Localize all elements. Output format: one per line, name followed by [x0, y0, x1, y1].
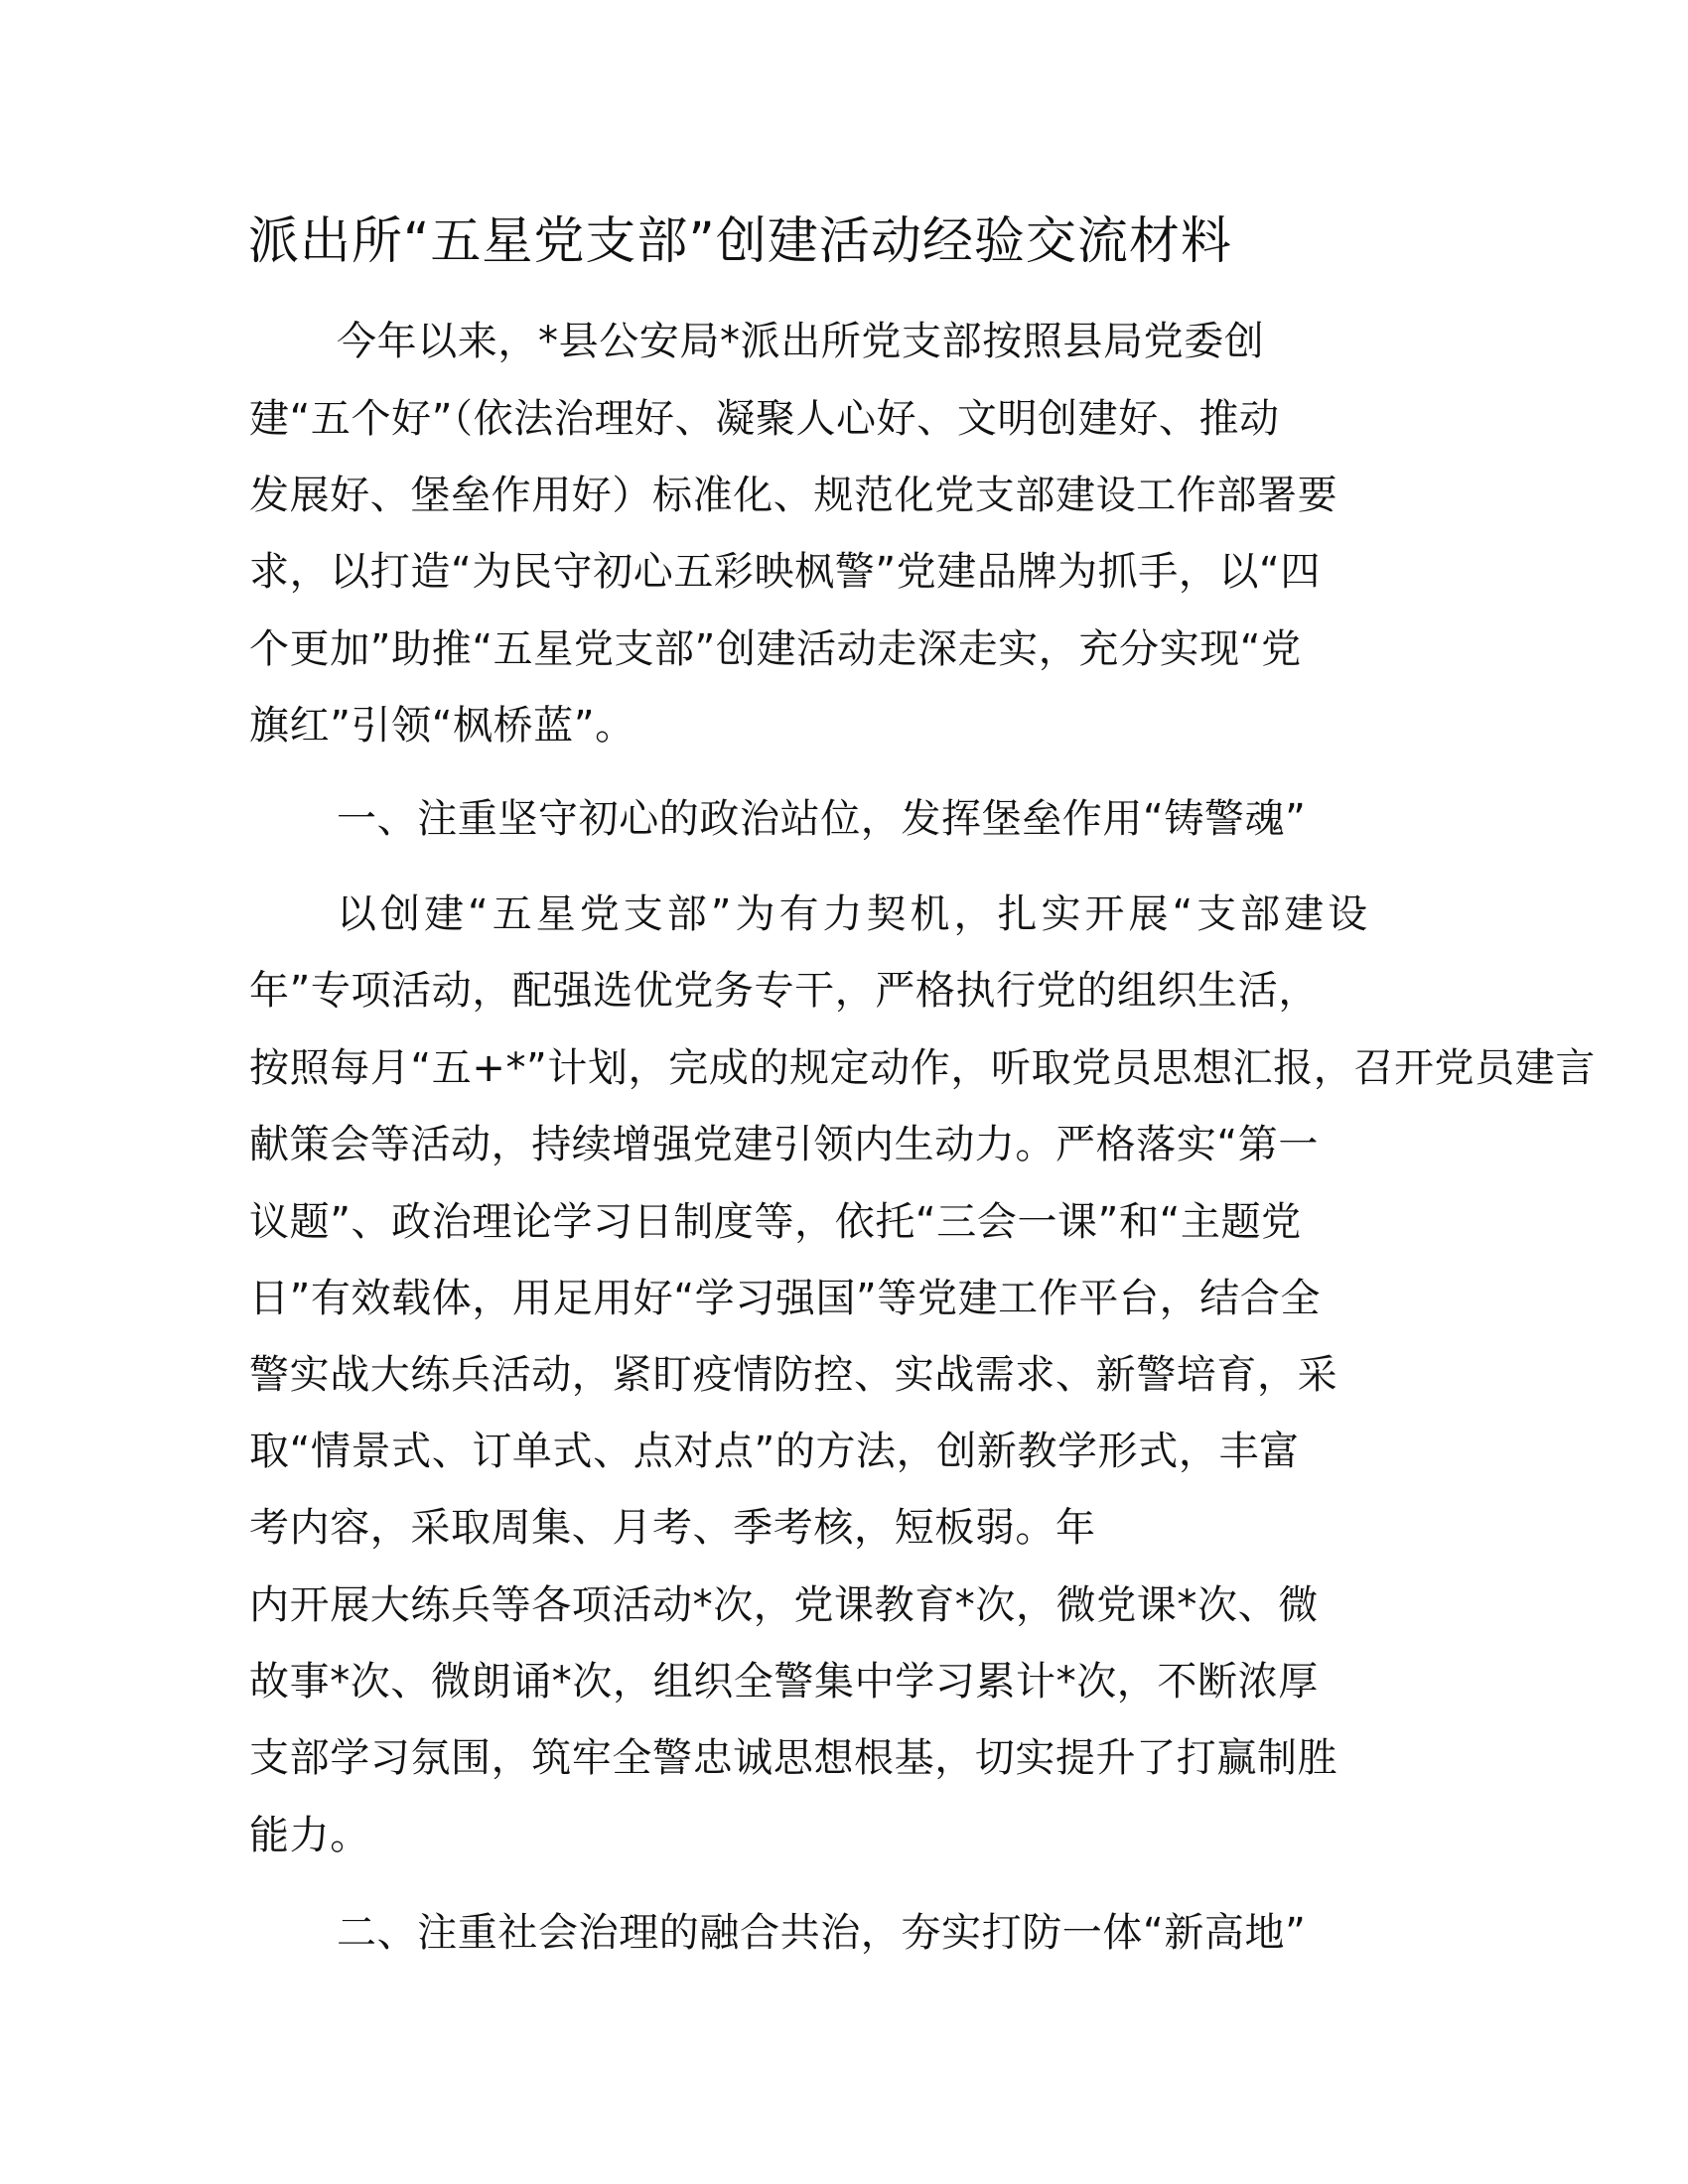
- paragraph-2-line-3: 按照每月“五+*”计划，完成的规定动作，听取党员思想汇报，召开党员建言: [249, 1045, 1596, 1091]
- paragraph-2-line-7: 警实战大练兵活动，紧盯疫情防控、实战需求、新警培育，采: [249, 1352, 1338, 1398]
- paragraph-2-line-10: 内开展大练兵等各项活动*次，党课教育*次，微党课*次、微: [249, 1582, 1319, 1628]
- document-title: 派出所“五星党支部”创建活动经验交流材料: [248, 212, 1232, 271]
- paragraph-2-line-6: 日”有效载体，用足用好“学习强国”等党建工作平台，结合全: [249, 1276, 1321, 1321]
- paragraph-2-line-9: 考内容，采取周集、月考、季考核，短板弱。年: [249, 1505, 1096, 1551]
- paragraph-2-line-2: 年”专项活动，配强选优党务专干，严格执行党的组织生活，: [249, 968, 1319, 1014]
- section-heading-1: 一、注重坚守初心的政治站位，发挥堡垒作用“铸警魂”: [337, 796, 1307, 842]
- paragraph-2-line-1: 以创建“五星党支部”为有力契机，扎实开展“支部建设: [337, 891, 1372, 937]
- paragraph-1-line-2: 建“五个好”（依法治理好、凝聚人心好、文明创建好、推动: [249, 396, 1280, 442]
- paragraph-2-line-5: 议题”、政治理论学习日制度等，依托“三会一课”和“主题党: [249, 1199, 1302, 1245]
- paragraph-2-line-11: 故事*次、微朗诵*次，组织全警集中学习累计*次，不断浓厚: [249, 1659, 1319, 1705]
- paragraph-2-line-4: 献策会等活动，持续增强党建引领内生动力。严格落实“第一: [249, 1122, 1319, 1167]
- paragraph-1-line-5: 个更加”助推“五星党支部”创建活动走深走实，充分实现“党: [249, 626, 1302, 672]
- paragraph-1-line-3: 发展好、堡垒作用好）标准化、规范化党支部建设工作部署要: [249, 473, 1338, 518]
- paragraph-2-line-8: 取“情景式、订单式、点对点”的方法，创新教学形式，丰富: [249, 1429, 1300, 1474]
- paragraph-1-line-1: 今年以来，*县公安局*派出所党支部按照县局党委创: [337, 319, 1265, 364]
- paragraph-2-line-13: 能力。: [249, 1813, 370, 1858]
- paragraph-1-line-6: 旗红”引领“枫桥蓝”。: [249, 703, 635, 749]
- paragraph-1-line-4: 求，以打造“为民守初心五彩映枫警”党建品牌为抓手，以“四: [249, 549, 1321, 595]
- section-heading-2: 二、注重社会治理的融合共治，夯实打防一体“新高地”: [337, 1910, 1307, 1956]
- paragraph-2-line-12: 支部学习氛围，筑牢全警忠诚思想根基，切实提升了打赢制胜: [249, 1735, 1338, 1781]
